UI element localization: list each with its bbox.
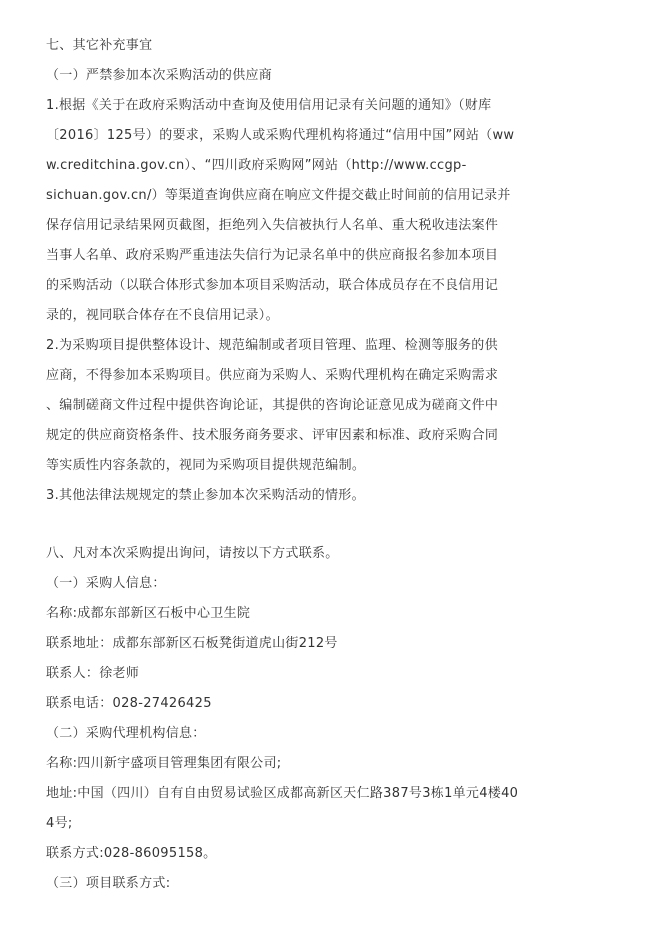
agency-title: （二）采购代理机构信息： bbox=[46, 726, 206, 741]
item-1-line-1: 1.根据《关于在政府采购活动中查询及使用信用记录有关问题的通知》（财库 bbox=[46, 98, 492, 113]
item-1-line-5: 保存信用记录结果网页截图，拒绝列入失信被执行人名单、重大税收违法案件 bbox=[46, 218, 499, 233]
item-2-line-1: 2.为采购项目提供整体设计、规范编制或者项目管理、监理、检测等服务的供 bbox=[46, 338, 498, 353]
item-2-line-2: 应商，不得参加本采购项目。供应商为采购人、采购代理机构在确定采购需求 bbox=[46, 368, 499, 383]
agency-contact: 联系方式:028-86095158。 bbox=[46, 846, 217, 861]
purchaser-address: 联系地址：成都东部新区石板凳街道虎山街212号 bbox=[46, 636, 338, 651]
agency-name: 名称:四川新宇盛项目管理集团有限公司; bbox=[46, 756, 282, 771]
project-contact-title: （三）项目联系方式: bbox=[46, 876, 171, 891]
item-1-line-3: w.creditchina.gov.cn）、“四川政府采购网”网站（http://www.ccgp- bbox=[46, 158, 467, 173]
item-1-line-6: 当事人名单、政府采购严重违法失信行为记录名单中的供应商报名参加本项目 bbox=[46, 248, 499, 263]
agency-address-line-2: 4号; bbox=[46, 816, 73, 831]
item-1-line-2: 〔2016〕125号）的要求，采购人或采购代理机构将通过“信用中国”网站（ww bbox=[46, 128, 515, 143]
item-1-line-7: 的采购活动（以联合体形式参加本项目采购活动，联合体成员存在不良信用记 bbox=[46, 278, 499, 293]
agency-address-line-1: 地址:中国（四川）自有自由贸易试验区成都高新区天仁路387号3栋1单元4楼40 bbox=[46, 786, 519, 801]
section-7-subheading-1: （一）严禁参加本次采购活动的供应商 bbox=[46, 68, 273, 83]
item-2-line-5: 等实质性内容条款的，视同为采购项目提供规范编制。 bbox=[46, 458, 366, 473]
item-2-line-4: 规定的供应商资格条件、技术服务商务要求、评审因素和标准、政府采购合同 bbox=[46, 428, 499, 443]
purchaser-phone: 联系电话：028-27426425 bbox=[46, 696, 212, 711]
purchaser-contact: 联系人：徐老师 bbox=[46, 666, 140, 681]
purchaser-title: （一）采购人信息： bbox=[46, 576, 166, 591]
item-1-line-4: sichuan.gov.cn/）等渠道查询供应商在响应文件提交截止时间前的信用记录并 bbox=[46, 188, 511, 203]
item-1-line-8: 录的，视同联合体存在不良信用记录）。 bbox=[46, 308, 279, 323]
item-2-line-3: 、编制磋商文件过程中提供咨询论证，其提供的咨询论证意见成为磋商文件中 bbox=[46, 398, 499, 413]
section-7-heading: 七、其它补充事宜 bbox=[46, 38, 153, 53]
purchaser-name: 名称:成都东部新区石板中心卫生院 bbox=[46, 606, 251, 621]
item-3: 3.其他法律法规规定的禁止参加本次采购活动的情形。 bbox=[46, 488, 365, 503]
section-8-heading: 八、凡对本次采购提出询问，请按以下方式联系。 bbox=[46, 546, 339, 561]
